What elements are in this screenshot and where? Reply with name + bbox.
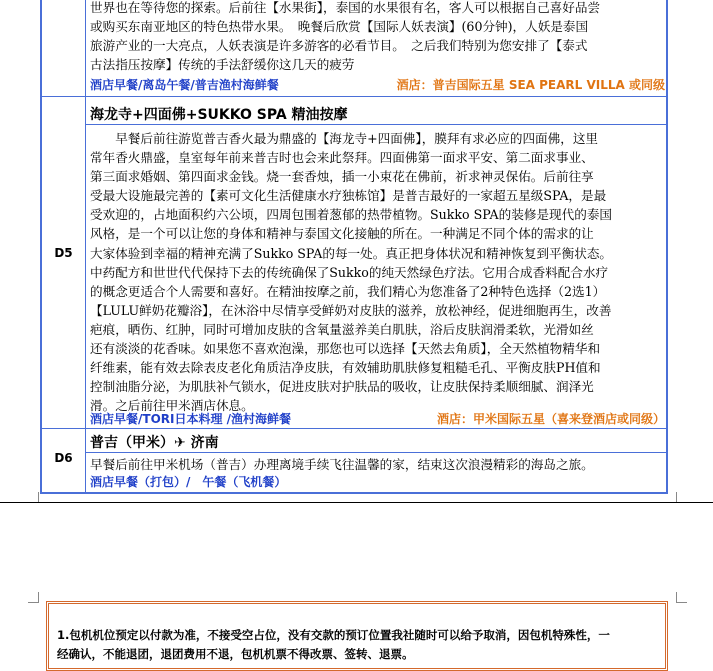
d6-meals: 酒店早餐（打包）/ 午餐（飞机餐） (90, 475, 287, 489)
d4-meals: 酒店早餐/离岛午餐/普吉渔村海鲜餐 (90, 78, 279, 92)
d5-line: 滑。之后前往甲米酒店休息。 (90, 398, 254, 414)
d5-meals: 酒店早餐/TORI日本料理 /渔村海鲜餐 (90, 412, 292, 426)
d4-hotel: 酒店：普吉国际五星 SEA PEARL VILLA 或同级 (396, 78, 665, 92)
d5-description (90, 129, 665, 415)
d6-day-label: D6 (54, 451, 73, 465)
row-divider (42, 428, 666, 429)
day-column-divider (85, 0, 86, 492)
crop-mark (28, 592, 39, 603)
d4-line: 旅游产业的一大亮点，人妖表演是许多游客的必看节目。 之后我们特别为您安排了【泰式 (90, 38, 588, 54)
title-divider (85, 452, 666, 453)
d5-line: 第三面求婚姻、第四面求金钱。烧一套香烛，插一小束花在佛前，祈求神灵保佑。后前往享 (90, 169, 594, 185)
d5-line: 大家体验到幸福的精神充满了Sukko SPA的每一处。真正把身体状况和精神恢复到平衡状态。 (90, 245, 613, 261)
d5-line: 中药配方和世世代代保持下去的传统确保了Sukko的纯天然绿色疗法。它用合成香料配合水疗 (90, 264, 609, 280)
title-divider (85, 124, 666, 125)
d5-day-label: D5 (54, 246, 73, 260)
d5-line: 纤维素，能有效去除表皮老化角质洁净皮肤，有效辅助肌肤修复粗糙毛孔、平衡皮肤PH值和 (90, 360, 601, 376)
d4-line: 古法指压按摩】传统的手法舒缓你这几天的疲劳 (90, 57, 355, 73)
notice-line: 1.包机机位预定以付款为准，不接受空占位，没有交款的预订位置我社随时可以给予取消，因包机特殊性，一 (57, 628, 610, 642)
itinerary-table (40, 0, 668, 494)
d5-line: 常年香火鼎盛，皇室每年前来普吉时也会来此祭拜。四面佛第一面求平安、第二面求事业、 (90, 150, 594, 166)
d4-line: 或购买东南亚地区的特色热带水果。 晚餐后欣赏【国际人妖表演】(60分钟)，人妖是泰国 (90, 19, 589, 35)
d5-hotel: 酒店：甲米国际五星（喜来登酒店或同级） (436, 412, 665, 426)
d5-line: 控制油脂分泌，为肌肤补气锁水，促进皮肤对护肤品的吸收，让皮肤保持柔顺细腻、润泽光 (90, 379, 594, 395)
d5-line: 还有淡淡的花香味。如果您不喜欢泡澡，那您也可以选择【天然去角质】，全天然植物精华和 (90, 341, 601, 357)
page-break-line (0, 502, 713, 503)
d5-line: 早餐后前往游览普吉香火最为鼎盛的【海龙寺+四面佛】，膜拜有求必应的四面佛，这里 (115, 131, 599, 146)
d4-line: 世界也在等待您的探索。后前往【水果街】，泰国的水果很有名，客人可以根据自己喜好品尝 (90, 0, 601, 15)
d5-line: 受最大设施最完善的【素可文化生活健康水疗独栋馆】是普吉最好的一家超五星级SPA，是最 (90, 188, 607, 204)
d4-meal-line (90, 76, 665, 94)
d5-title: 海龙寺+四面佛+SUKKO SPA 精油按摩 (90, 107, 348, 123)
d5-line: 【LULU鲜奶花瓣浴】，在沐浴中尽情享受鲜奶对皮肤的滋养，放松神经，促进细胞再生，改善 (90, 302, 612, 318)
d5-line: 疤痕，晒伤、红肿，同时可增加皮肤的含氧量滋养美白肌肤，浴后皮肤润滑柔软，光滑如丝 (90, 321, 594, 337)
d5-line: 受欢迎的，占地面积约六公顷，四周包围着葱郁的热带植物。Sukko SPA的装修是现代的泰国 (90, 207, 613, 223)
d5-line: 风格，是一个可以让您的身体和精神与泰国文化接触的所在。一种满足不同个体的需求的让 (90, 226, 594, 242)
d6-description: 早餐后前往甲米机场（普吉）办理离境手续飞往温馨的家，结束这次浪漫精彩的海岛之旅。 (90, 457, 594, 472)
row-divider (42, 96, 666, 97)
d6-title: 普吉（甲米）✈ 济南 (90, 435, 219, 451)
d5-line: 的概念更适合个人需要和喜好。在精油按摩之前，我们精心为您准备了2种特色选择（2选1） (90, 283, 606, 299)
notice-line: 经确认，不能退团，退团费用不退，包机机票不得改票、签转、退票。 (57, 647, 414, 661)
d5-meal-line (90, 410, 665, 428)
crop-mark (676, 592, 687, 603)
d6-meal-line (90, 473, 665, 491)
d4-description (90, 0, 665, 74)
